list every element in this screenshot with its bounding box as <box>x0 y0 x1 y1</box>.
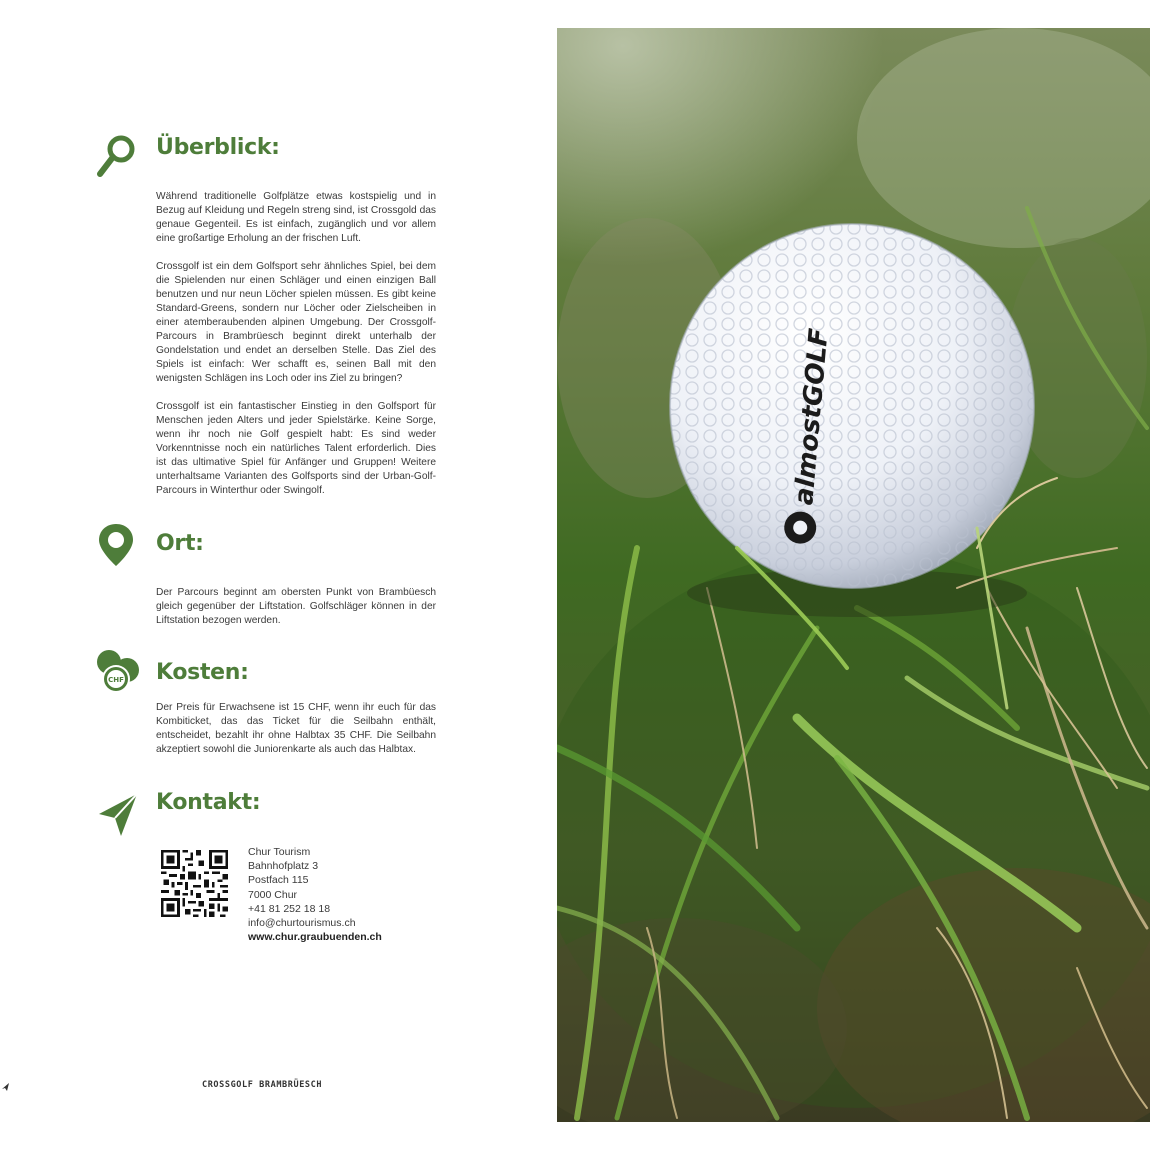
magnifier-icon <box>95 132 141 178</box>
page-marker-icon <box>2 1083 10 1091</box>
costs-heading: Kosten: <box>156 660 249 685</box>
footer-title: CROSSGOLF BRAMBRÜESCH <box>202 1080 323 1090</box>
location-text: Der Parcours beginnt am obersten Punkt von Brambüesch gleich gegenüber der Liftstation. Golfschläger können in der Liftstation bezogen werden. <box>156 587 436 626</box>
costs-text: Der Preis für Erwachsene ist 15 CHF, wenn ihr euch für das Kombiticket, das das Ticket für die Seilbahn enthält, entscheidet, bezahlt ihr ohne Halbtax 35 CHF. Die Seilbahn akzeptiert sowohl die Juniorenkarte als auch das Halbtax. <box>156 702 436 755</box>
contact-line: 7000 Chur <box>248 888 298 901</box>
overview-paragraph-2: Crossgolf ist ein dem Golfsport sehr ähnliches Spiel, bei dem die Spielenden nur einen Schläger und einen einzigen Ball benutzen und nur neun Löcher spielen müssen. Es gibt keine Standard-Greens, sondern nur Löcher oder Zielscheiben in einer atemberaubenden alpinen Umgebung. Der Crossgolf-Parcours in Brambrüesch beginnt direkt unterhalb der Gondelstation und endet an derselben Stelle. Das Ziel des Spiels ist einfach: Wer schafft es, seinen Ball mit den wenigsten Schlägen ins Loch oder ins Ziel zu bringen? <box>156 261 436 384</box>
overview-paragraph-3: Crossgolf ist ein fantastischer Einstieg in den Golfsport für Menschen jeden Alters und jeder Spielstärke. Keine Sorge, wenn ihr noch nie Golf gespielt habt: Es sind weder Vorkenntnisse noch ein natürliches Talent erforderlich. Dies ist das ultimative Spiel für Anfänger und Gruppen! Weitere unterhaltsame Varianten des Golfsports sind der Urban-Golf-Parcours in Winterthur oder Swingolf. <box>156 401 436 496</box>
contact-website-link[interactable]: www.chur.graubuenden.ch <box>248 931 382 944</box>
contact-heading: Kontakt: <box>156 790 261 815</box>
contact-line: Chur Tourism <box>248 846 311 858</box>
contact-line: Bahnhofplatz 3 <box>248 860 319 873</box>
paper-plane-icon <box>95 792 141 838</box>
contact-address <box>248 845 382 944</box>
contact-email[interactable]: info@churtourismus.ch <box>248 917 356 930</box>
qr-code[interactable] <box>161 850 228 917</box>
golf-ball-photo <box>557 28 1150 1122</box>
ball-brand-text: almostGOLF <box>789 327 835 507</box>
overview-heading: Überblick: <box>156 135 280 160</box>
coins-chf-icon <box>95 648 141 694</box>
overview-paragraph-1: Während traditionelle Golfplätze etwas kostspielig und in Bezug auf Kleidung und Regeln streng sind, ist Crossgold das genaue Gegenteil. Es ist einfach, zugänglich und vor allem eine großartige Erholung an der frischen Luft. <box>156 191 436 244</box>
contact-phone[interactable]: +41 81 252 18 18 <box>248 902 331 915</box>
coin-label: CHF <box>108 676 124 684</box>
contact-line: Postfach 115 <box>248 874 309 887</box>
location-heading: Ort: <box>156 531 204 556</box>
map-pin-icon <box>95 522 141 568</box>
